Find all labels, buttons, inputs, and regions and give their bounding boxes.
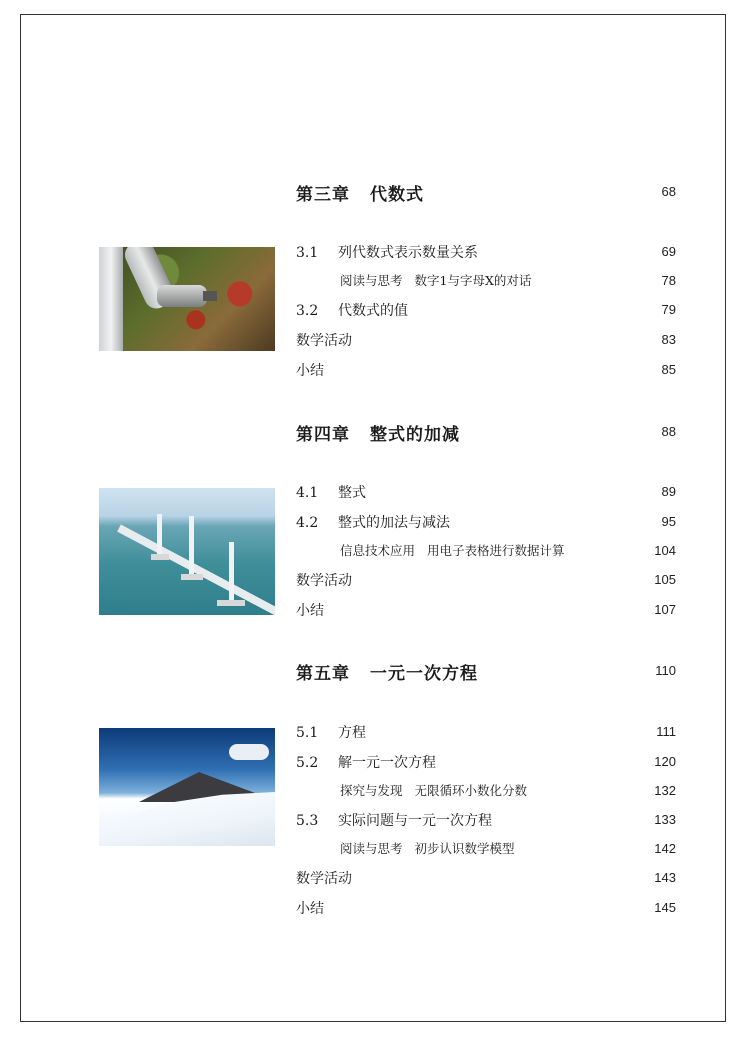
toc-entry-activity[interactable] xyxy=(296,568,676,590)
entry-label: 小结 xyxy=(296,363,324,379)
page-number: 111 xyxy=(656,724,676,739)
entry-label: 3.1 列代数式表示数量关系 xyxy=(296,245,478,261)
chapter-number: 第五章 xyxy=(296,664,350,684)
page-number: 110 xyxy=(655,663,676,678)
page-number: 79 xyxy=(661,302,676,317)
toc-entry-5-2[interactable] xyxy=(296,750,676,772)
page-number: 120 xyxy=(654,754,676,769)
toc-entry-reading[interactable] xyxy=(296,269,676,291)
toc-entry-summary[interactable] xyxy=(296,598,676,620)
chapter-name: 一元一次方程 xyxy=(370,664,478,684)
chapter-name: 代数式 xyxy=(370,185,424,205)
entry-label: 小结 xyxy=(296,603,324,619)
chapter-number: 第三章 xyxy=(296,185,350,205)
page-number: 132 xyxy=(654,783,676,798)
toc-entry-5-3[interactable] xyxy=(296,808,676,830)
page-number: 104 xyxy=(654,543,676,558)
entry-label: 5.3 实际问题与一元一次方程 xyxy=(296,813,492,829)
chapter-3-photo xyxy=(99,247,275,351)
chapter-number: 第四章 xyxy=(296,425,350,445)
entry-label: 5.2 解一元一次方程 xyxy=(296,755,436,771)
chapter-5-photo xyxy=(99,728,275,846)
entry-label: 信息技术应用 用电子表格进行数据计算 xyxy=(340,543,565,558)
entry-label: 5.1 方程 xyxy=(296,725,366,741)
page-number: 95 xyxy=(661,514,676,529)
toc-entry-explore[interactable] xyxy=(296,779,676,801)
page-number: 107 xyxy=(654,602,676,617)
entry-label: 3.2 代数式的值 xyxy=(296,303,408,319)
page-number: 143 xyxy=(654,870,676,885)
entry-label: 探究与发现 无限循环小数化分数 xyxy=(340,783,528,798)
page-number: 78 xyxy=(661,273,676,288)
toc-entry-activity[interactable] xyxy=(296,866,676,888)
chapter-title xyxy=(296,180,424,205)
entry-label: 4.1 整式 xyxy=(296,485,366,501)
entry-label: 小结 xyxy=(296,901,324,917)
toc-entry-it-application[interactable] xyxy=(296,539,676,561)
page-number: 133 xyxy=(654,812,676,827)
page-number: 68 xyxy=(661,184,676,199)
entry-label: 阅读与思考 初步认识数学模型 xyxy=(340,841,515,856)
chapter-3-heading[interactable] xyxy=(296,176,676,206)
page-number: 145 xyxy=(654,900,676,915)
entry-label: 数学活动 xyxy=(296,573,352,589)
page-number: 105 xyxy=(654,572,676,587)
toc-entry-summary[interactable] xyxy=(296,358,676,380)
page-number: 89 xyxy=(661,484,676,499)
toc-entry-4-2[interactable] xyxy=(296,510,676,532)
chapter-4-photo xyxy=(99,488,275,615)
toc-entry-3-2[interactable] xyxy=(296,298,676,320)
toc-entry-summary[interactable] xyxy=(296,896,676,918)
toc-entry-3-1[interactable] xyxy=(296,240,676,262)
toc-entry-activity[interactable] xyxy=(296,328,676,350)
entry-label: 4.2 整式的加法与减法 xyxy=(296,515,450,531)
page-number: 88 xyxy=(661,424,676,439)
entry-label: 数学活动 xyxy=(296,333,352,349)
entry-label: 数学活动 xyxy=(296,871,352,887)
chapter-4-heading[interactable] xyxy=(296,416,676,446)
page-number: 83 xyxy=(661,332,676,347)
toc-entry-5-1[interactable] xyxy=(296,720,676,742)
page-number: 69 xyxy=(661,244,676,259)
page-number: 142 xyxy=(654,841,676,856)
chapter-name: 整式的加减 xyxy=(370,425,460,445)
chapter-5-heading[interactable] xyxy=(296,655,676,685)
toc-entry-4-1[interactable] xyxy=(296,480,676,502)
entry-label: 阅读与思考 数字1与字母X的对话 xyxy=(340,273,532,288)
page-number: 85 xyxy=(661,362,676,377)
toc-entry-reading[interactable] xyxy=(296,837,676,859)
chapter-title xyxy=(296,420,460,445)
chapter-title xyxy=(296,659,478,684)
